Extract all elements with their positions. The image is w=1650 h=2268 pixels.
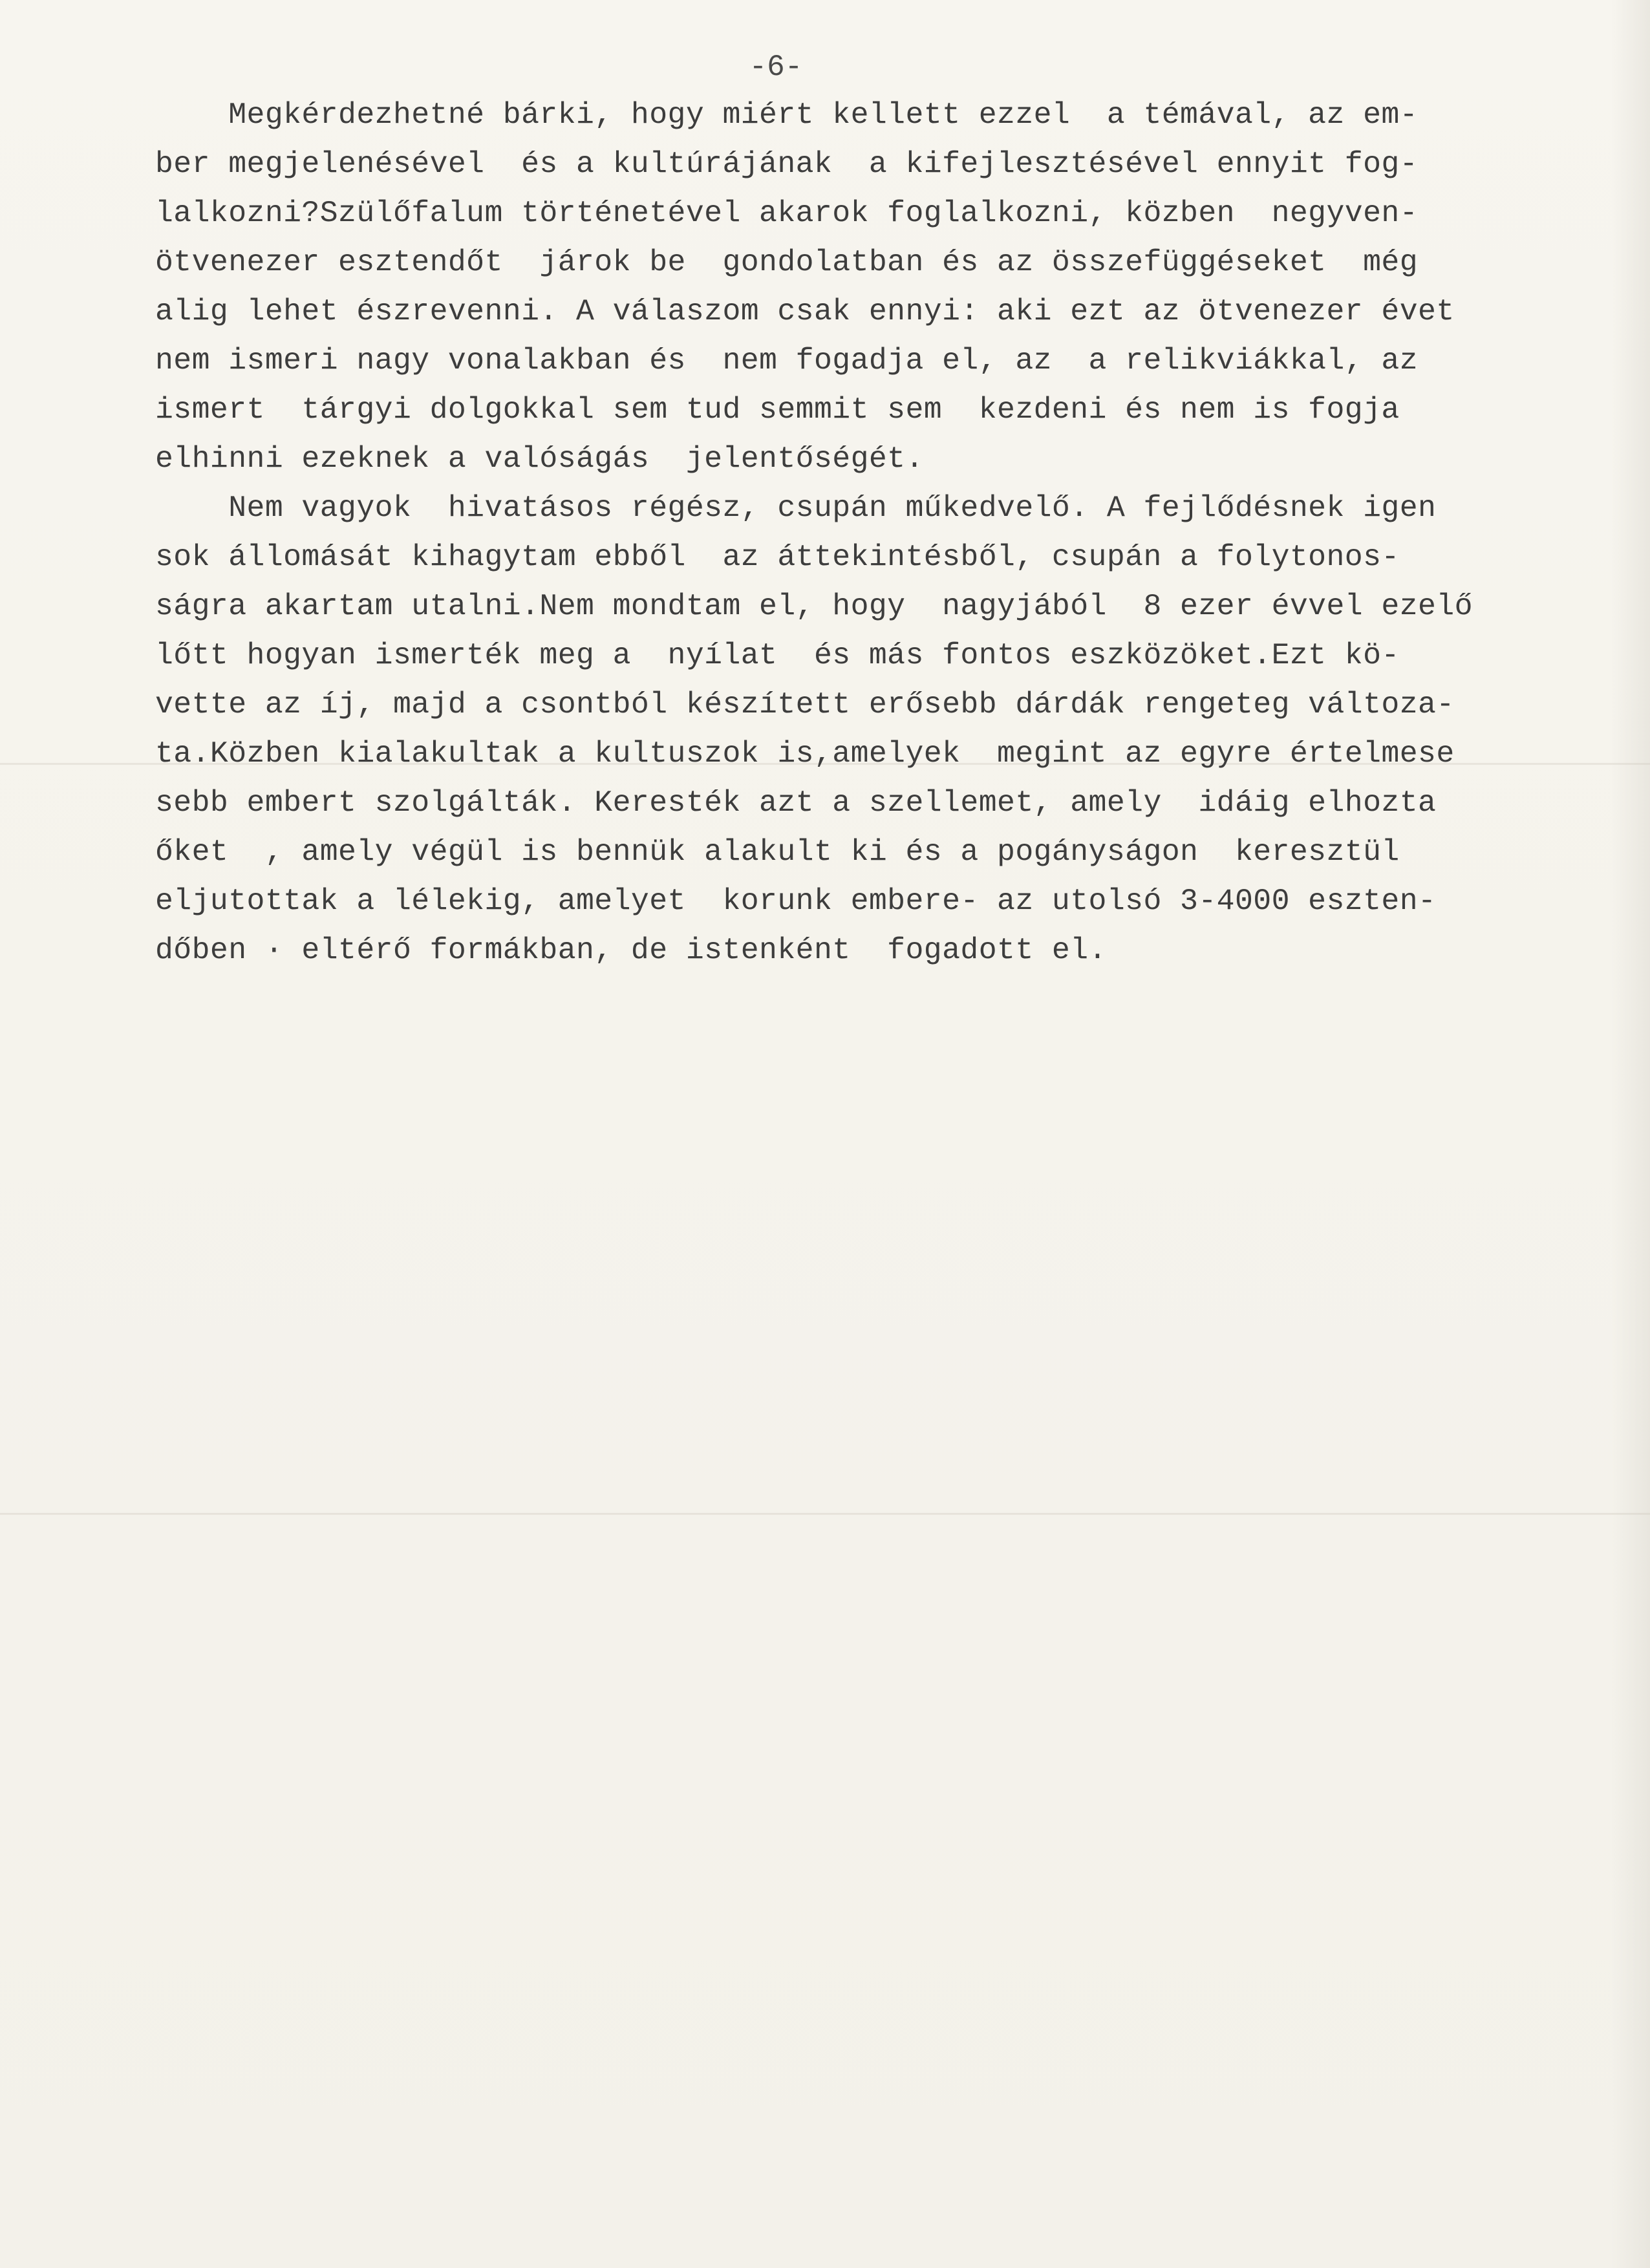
paper-edge-shadow — [1611, 0, 1650, 2268]
text-line: eljutottak a lélekig, amelyet korunk embere- az utolsó 3-4000 eszten- — [155, 884, 1437, 918]
typed-text-body — [155, 91, 1565, 975]
text-line: nem ismeri nagy vonalakban és nem fogadja el, az a relikviákkal, az — [155, 343, 1419, 378]
text-line: Megkérdezhetné bárki, hogy miért kellett ezzel a témával, az em- — [155, 98, 1419, 132]
text-line: ismert tárgyi dolgokkal sem tud semmit sem kezdeni és nem is fogja — [155, 392, 1400, 427]
text-line: ta.Közben kialakultak a kultuszok is,amelyek megint az egyre értelmese — [155, 736, 1455, 771]
text-line: őket , amely végül is bennük alakult ki és a pogányságon keresztül — [155, 835, 1400, 869]
text-line: vette az íj, majd a csontból készített erősebb dárdák rengeteg változa- — [155, 687, 1455, 722]
paper-crease — [0, 1513, 1650, 1515]
text-line: ötvenezer esztendőt járok be gondolatban és az összefüggéseket még — [155, 245, 1419, 279]
text-line: Nem vagyok hivatásos régész, csupán műkedvelő. A fejlődésnek igen — [155, 491, 1437, 525]
text-line: ságra akartam utalni.Nem mondtam el, hogy nagyjából 8 ezer évvel ezelő — [155, 589, 1473, 623]
text-line: elhinni ezeknek a valóságás jelentőségét. — [155, 442, 924, 476]
text-line: dőben · eltérő formákban, de istenként fogadott el. — [155, 933, 1107, 967]
text-line: lalkozni?Szülőfalum történetével akarok foglalkozni, közben negyven- — [155, 196, 1419, 230]
text-line: alig lehet észrevenni. A válaszom csak ennyi: aki ezt az ötvenezer évet — [155, 294, 1455, 328]
text-line: ber megjelenésével és a kultúrájának a kifejlesztésével ennyit fog- — [155, 147, 1419, 181]
text-line: lőtt hogyan ismerték meg a nyílat és más fontos eszközöket.Ezt kö- — [155, 638, 1400, 672]
text-line: sebb embert szolgálták. Keresték azt a szellemet, amely idáig elhozta — [155, 786, 1437, 820]
page-number: -6- — [749, 50, 803, 84]
text-line: sok állomását kihagytam ebből az áttekintésből, csupán a folytonos- — [155, 540, 1400, 574]
